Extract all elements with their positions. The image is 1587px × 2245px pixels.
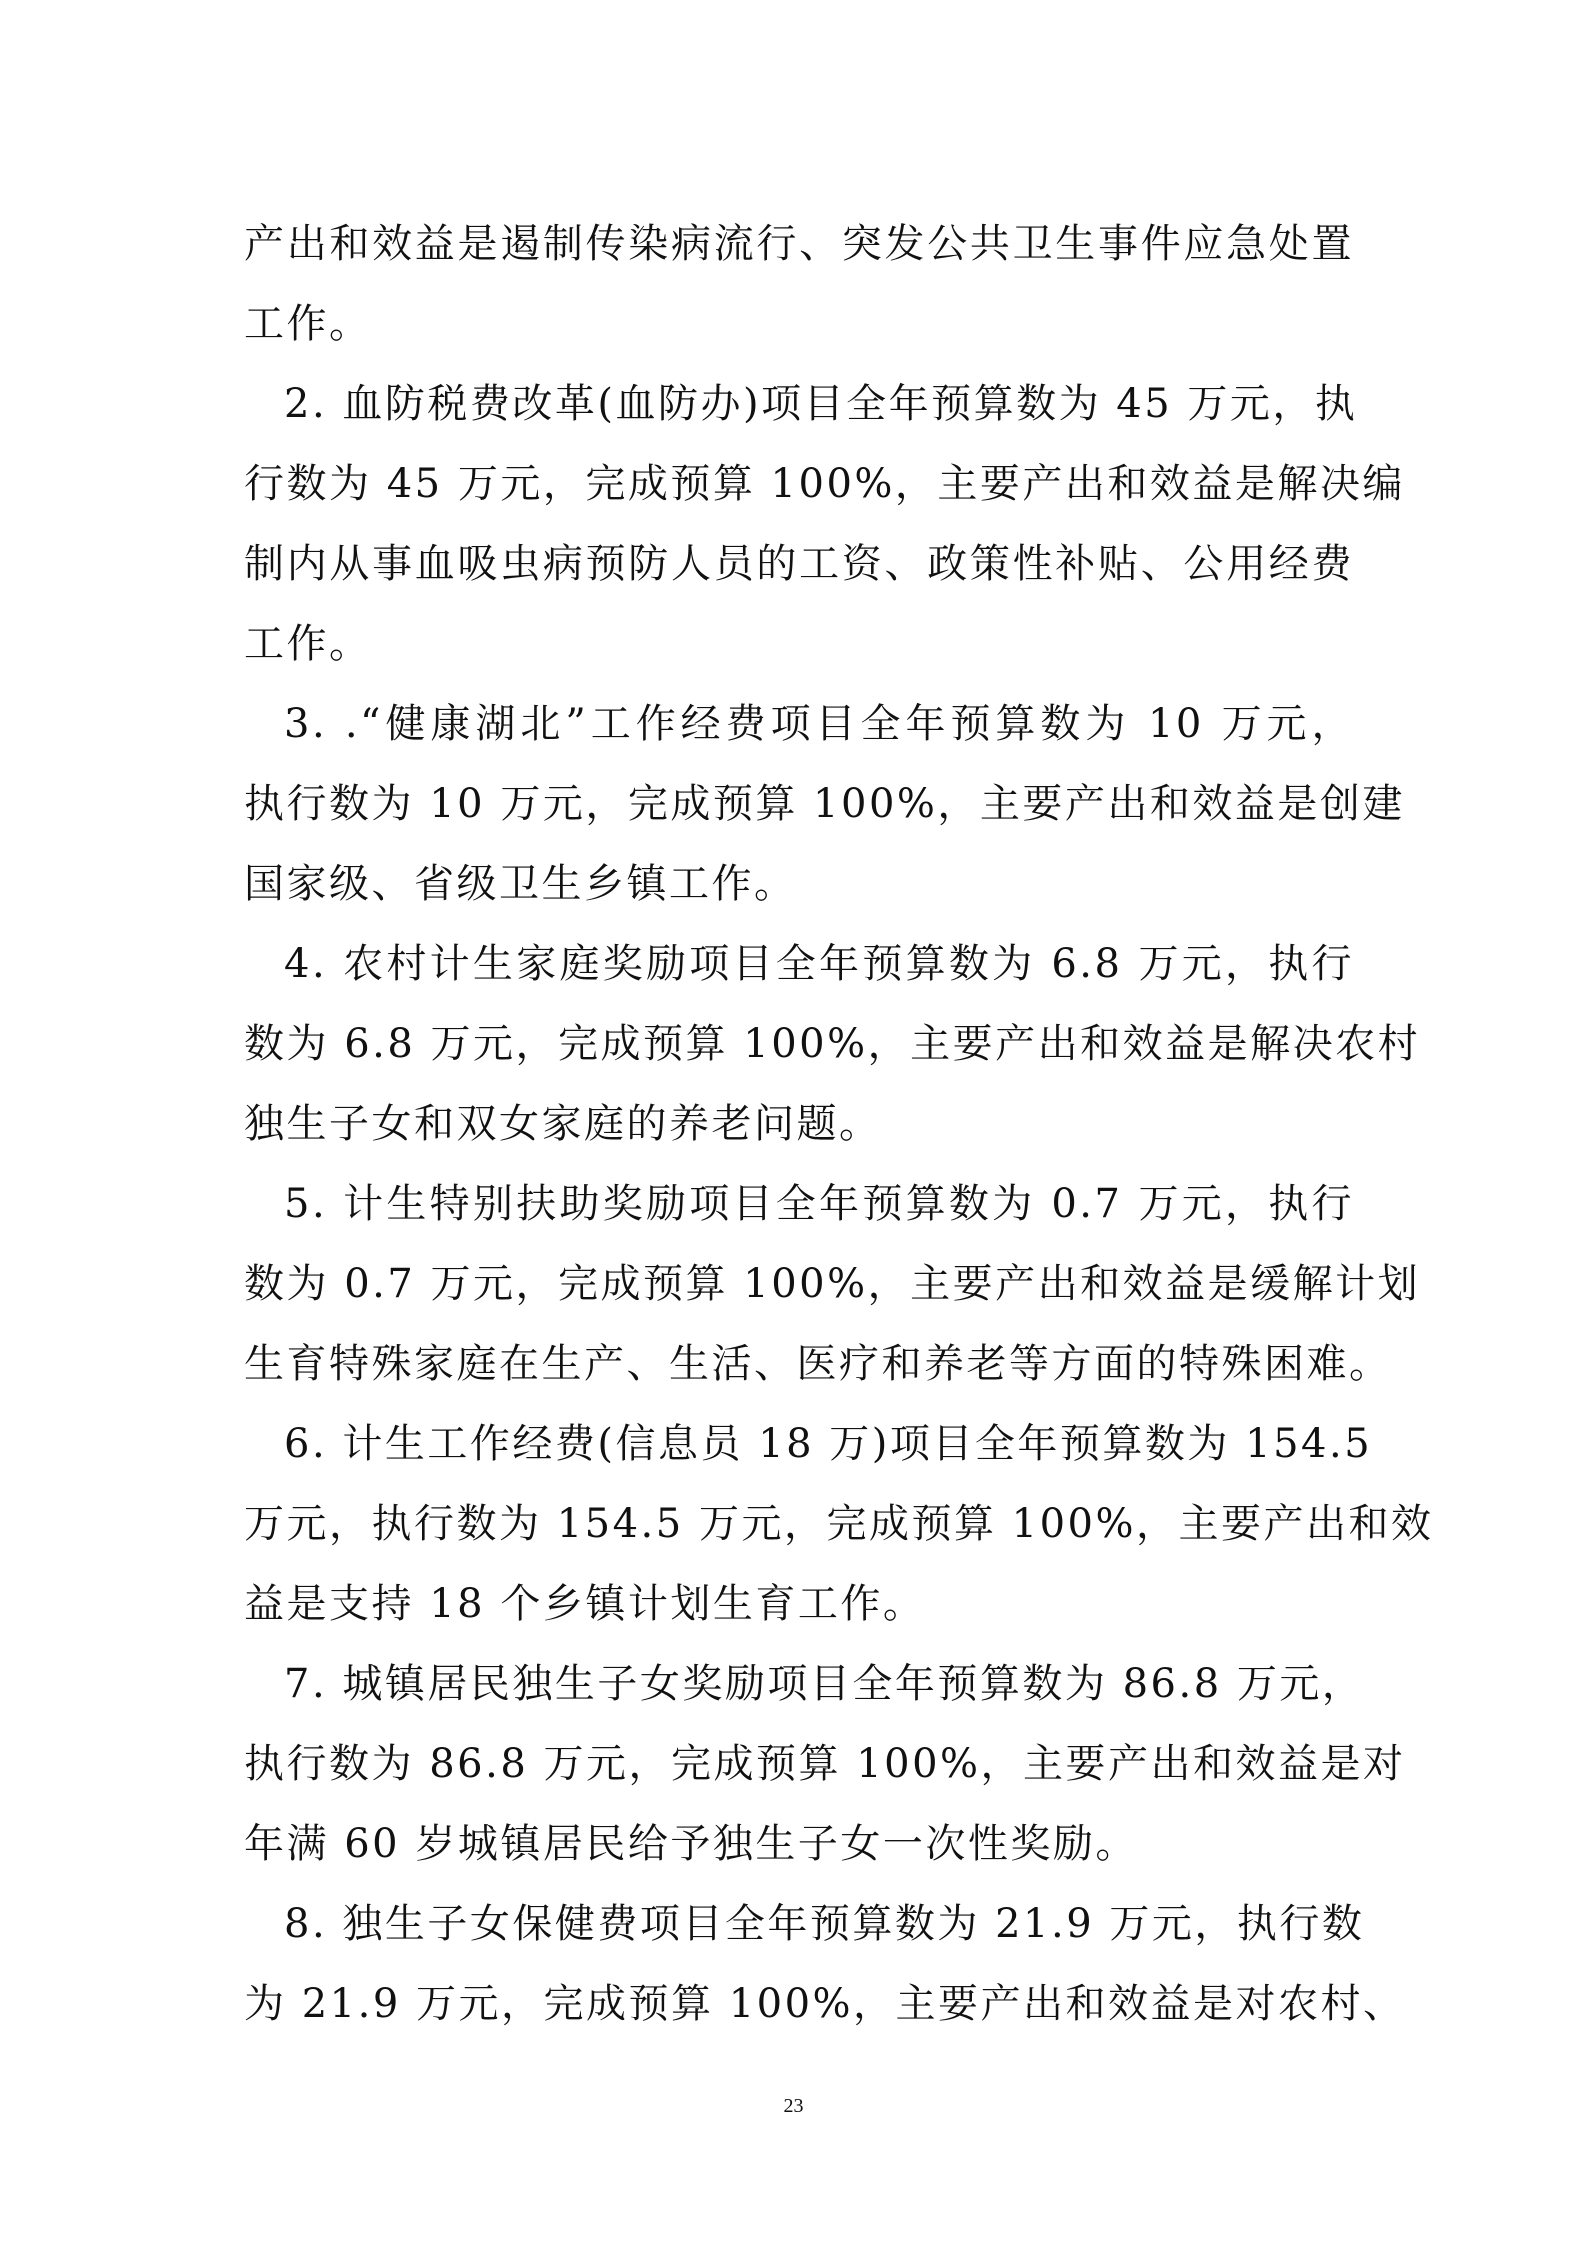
paragraph-line: 益是支持 18 个乡镇计划生育工作。	[244, 1581, 926, 1627]
paragraph-line: 4. 农村计生家庭奖励项目全年预算数为 6.8 万元，执行	[284, 941, 1354, 987]
paragraph-line: 数为 6.8 万元，完成预算 100%，主要产出和效益是解决农村	[244, 1021, 1421, 1067]
paragraph-line: 工作。	[244, 301, 372, 347]
paragraph-line: 数为 0.7 万元，完成预算 100%，主要产出和效益是缓解计划	[244, 1261, 1421, 1307]
paragraph-line: 8. 独生子女保健费项目全年预算数为 21.9 万元，执行数	[284, 1901, 1365, 1947]
paragraph-line: 执行数为 10 万元，完成预算 100%，主要产出和效益是创建	[244, 781, 1405, 827]
paragraph-line: 行数为 45 万元，完成预算 100%，主要产出和效益是解决编	[244, 461, 1405, 507]
paragraph-line: 为 21.9 万元，完成预算 100%，主要产出和效益是对农村、	[244, 1981, 1406, 2027]
paragraph-line: 年满 60 岁城镇居民给予独生子女一次性奖励。	[244, 1821, 1138, 1867]
paragraph-line: 2. 血防税费改革(血防办)项目全年预算数为 45 万元，执	[284, 381, 1358, 427]
paragraph-line: 5. 计生特别扶助奖励项目全年预算数为 0.7 万元，执行	[284, 1181, 1354, 1227]
paragraph-line: 7. 城镇居民独生子女奖励项目全年预算数为 86.8 万元，	[284, 1661, 1365, 1707]
paragraph-line: 独生子女和双女家庭的养老问题。	[244, 1101, 882, 1147]
paragraph-line: 6. 计生工作经费(信息员 18 万)项目全年预算数为 154.5	[284, 1421, 1373, 1467]
paragraph-line: 产出和效益是遏制传染病流行、突发公共卫生事件应急处置	[244, 221, 1354, 267]
page-number: 23	[783, 2095, 804, 2117]
paragraph-line: 制内从事血吸虫病预防人员的工资、政策性补贴、公用经费	[244, 541, 1354, 587]
paragraph-line: 执行数为 86.8 万元，完成预算 100%，主要产出和效益是对	[244, 1741, 1406, 1787]
paragraph-line: 工作。	[244, 621, 372, 667]
paragraph-line: 3. .“健康湖北”工作经费项目全年预算数为 10 万元，	[284, 701, 1354, 747]
paragraph-line: 生育特殊家庭在生产、生活、医疗和养老等方面的特殊困难。	[244, 1341, 1392, 1387]
paragraph-line: 国家级、省级卫生乡镇工作。	[244, 861, 797, 907]
paragraph-line: 万元，执行数为 154.5 万元，完成预算 100%，主要产出和效	[244, 1501, 1434, 1547]
